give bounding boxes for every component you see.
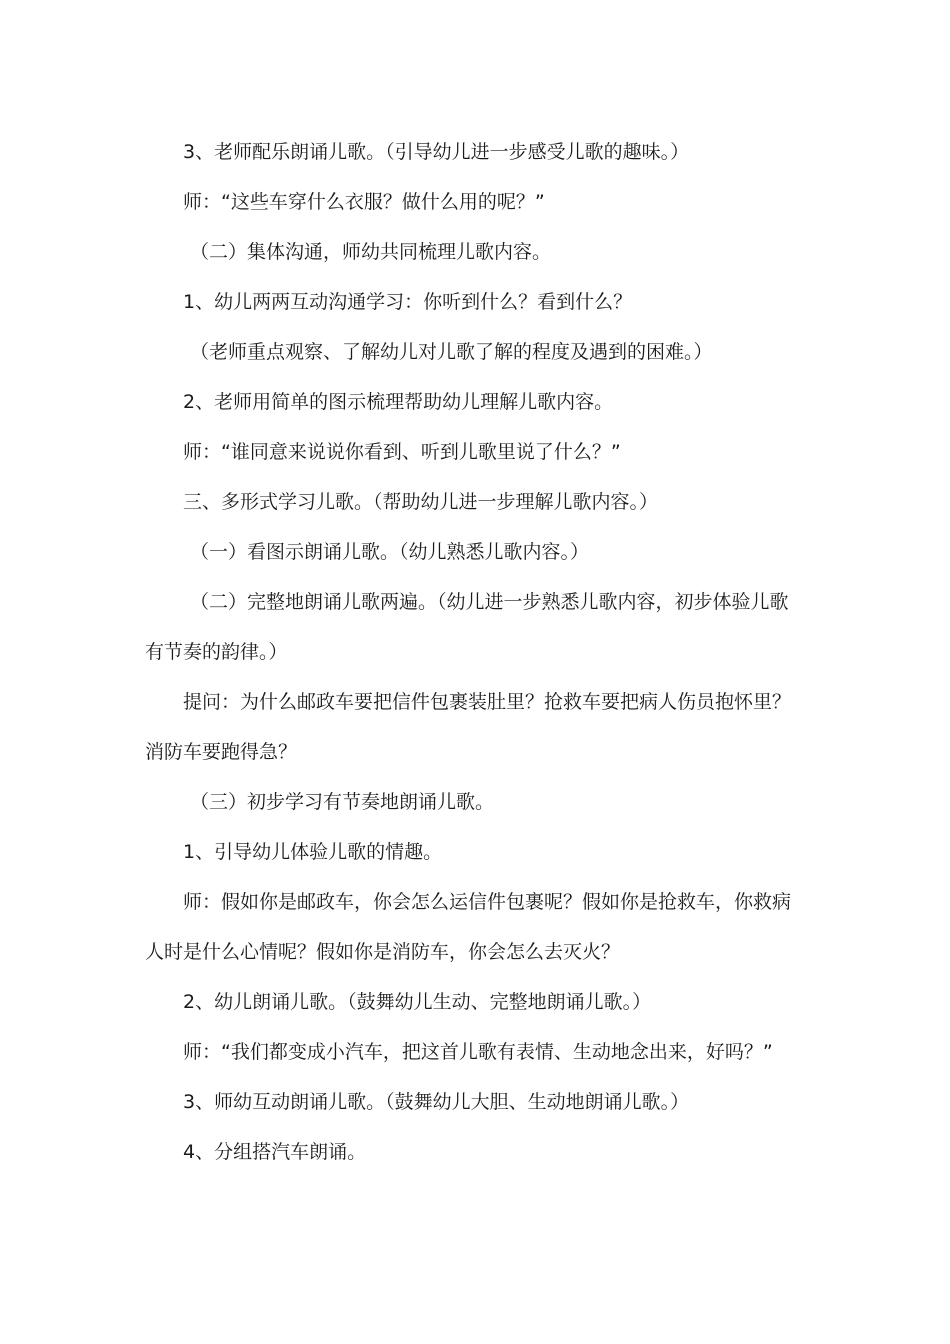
paragraph-step-2-diagram-guidance: 2、老师用简单的图示梳理帮助幼儿理解儿歌内容。 — [183, 391, 614, 413]
paragraph-teacher-suppose-questions: 师：假如你是邮政车，你会怎么运信件包裹呢？假如你是抢救车，你救病人时是什么心情呢？假如你是消防车，你会怎么去灭火？ — [145, 891, 792, 963]
paragraph-section-2-group-discussion: （二）集体沟通，师幼共同梳理儿歌内容。 — [190, 241, 552, 263]
paragraph-section-2-full-recital: （二）完整地朗诵儿歌两遍。（幼儿进一步熟悉儿歌内容，初步体验儿歌有节奏的韵律。） — [145, 591, 789, 663]
paragraph-teacher-question-clothes: 师：“这些车穿什么衣服？做什么用的呢？” — [183, 191, 545, 213]
document-body — [145, 127, 805, 1177]
paragraph-question-vehicles: 提问：为什么邮政车要把信件包裹装肚里？抢救车要把病人伤员抱怀里？消防车要跑得急？ — [145, 691, 792, 763]
paragraph-step-3-interactive-recital: 3、师幼互动朗诵儿歌。（鼓舞幼儿大胆、生动地朗诵儿歌。） — [183, 1091, 690, 1113]
paragraph-teacher-become-cars: 师：“我们都变成小汽车，把这首儿歌有表情、生动地念出来，好吗？” — [183, 1041, 773, 1063]
paragraph-section-3-rhythmic-recital: （三）初步学习有节奏地朗诵儿歌。 — [190, 791, 495, 813]
paragraph-teacher-observation-note: （老师重点观察、了解幼儿对儿歌了解的程度及遇到的困难。） — [190, 341, 713, 363]
paragraph-step-4-group-recital: 4、分组搭汽车朗诵。 — [183, 1141, 367, 1163]
paragraph-section-1-picture-recital: （一）看图示朗诵儿歌。（幼儿熟悉儿歌内容。） — [190, 541, 590, 563]
paragraph-part-3-multi-form-learning: 三、多形式学习儿歌。（帮助幼儿进一步理解儿歌内容。） — [183, 491, 659, 513]
paragraph-step-1-experience-fun: 1、引导幼儿体验儿歌的情趣。 — [183, 841, 443, 863]
paragraph-step-3-teacher-recital: 3、老师配乐朗诵儿歌。（引导幼儿进一步感受儿歌的趣味。） — [183, 141, 690, 163]
paragraph-step-2-children-recital: 2、幼儿朗诵儿歌。（鼓舞幼儿生动、完整地朗诵儿歌。） — [183, 991, 652, 1013]
paragraph-teacher-question-heard: 师：“谁同意来说说你看到、听到儿歌里说了什么？” — [183, 441, 621, 463]
paragraph-step-1-pair-learning: 1、幼儿两两互动沟通学习：你听到什么？看到什么？ — [183, 291, 633, 313]
